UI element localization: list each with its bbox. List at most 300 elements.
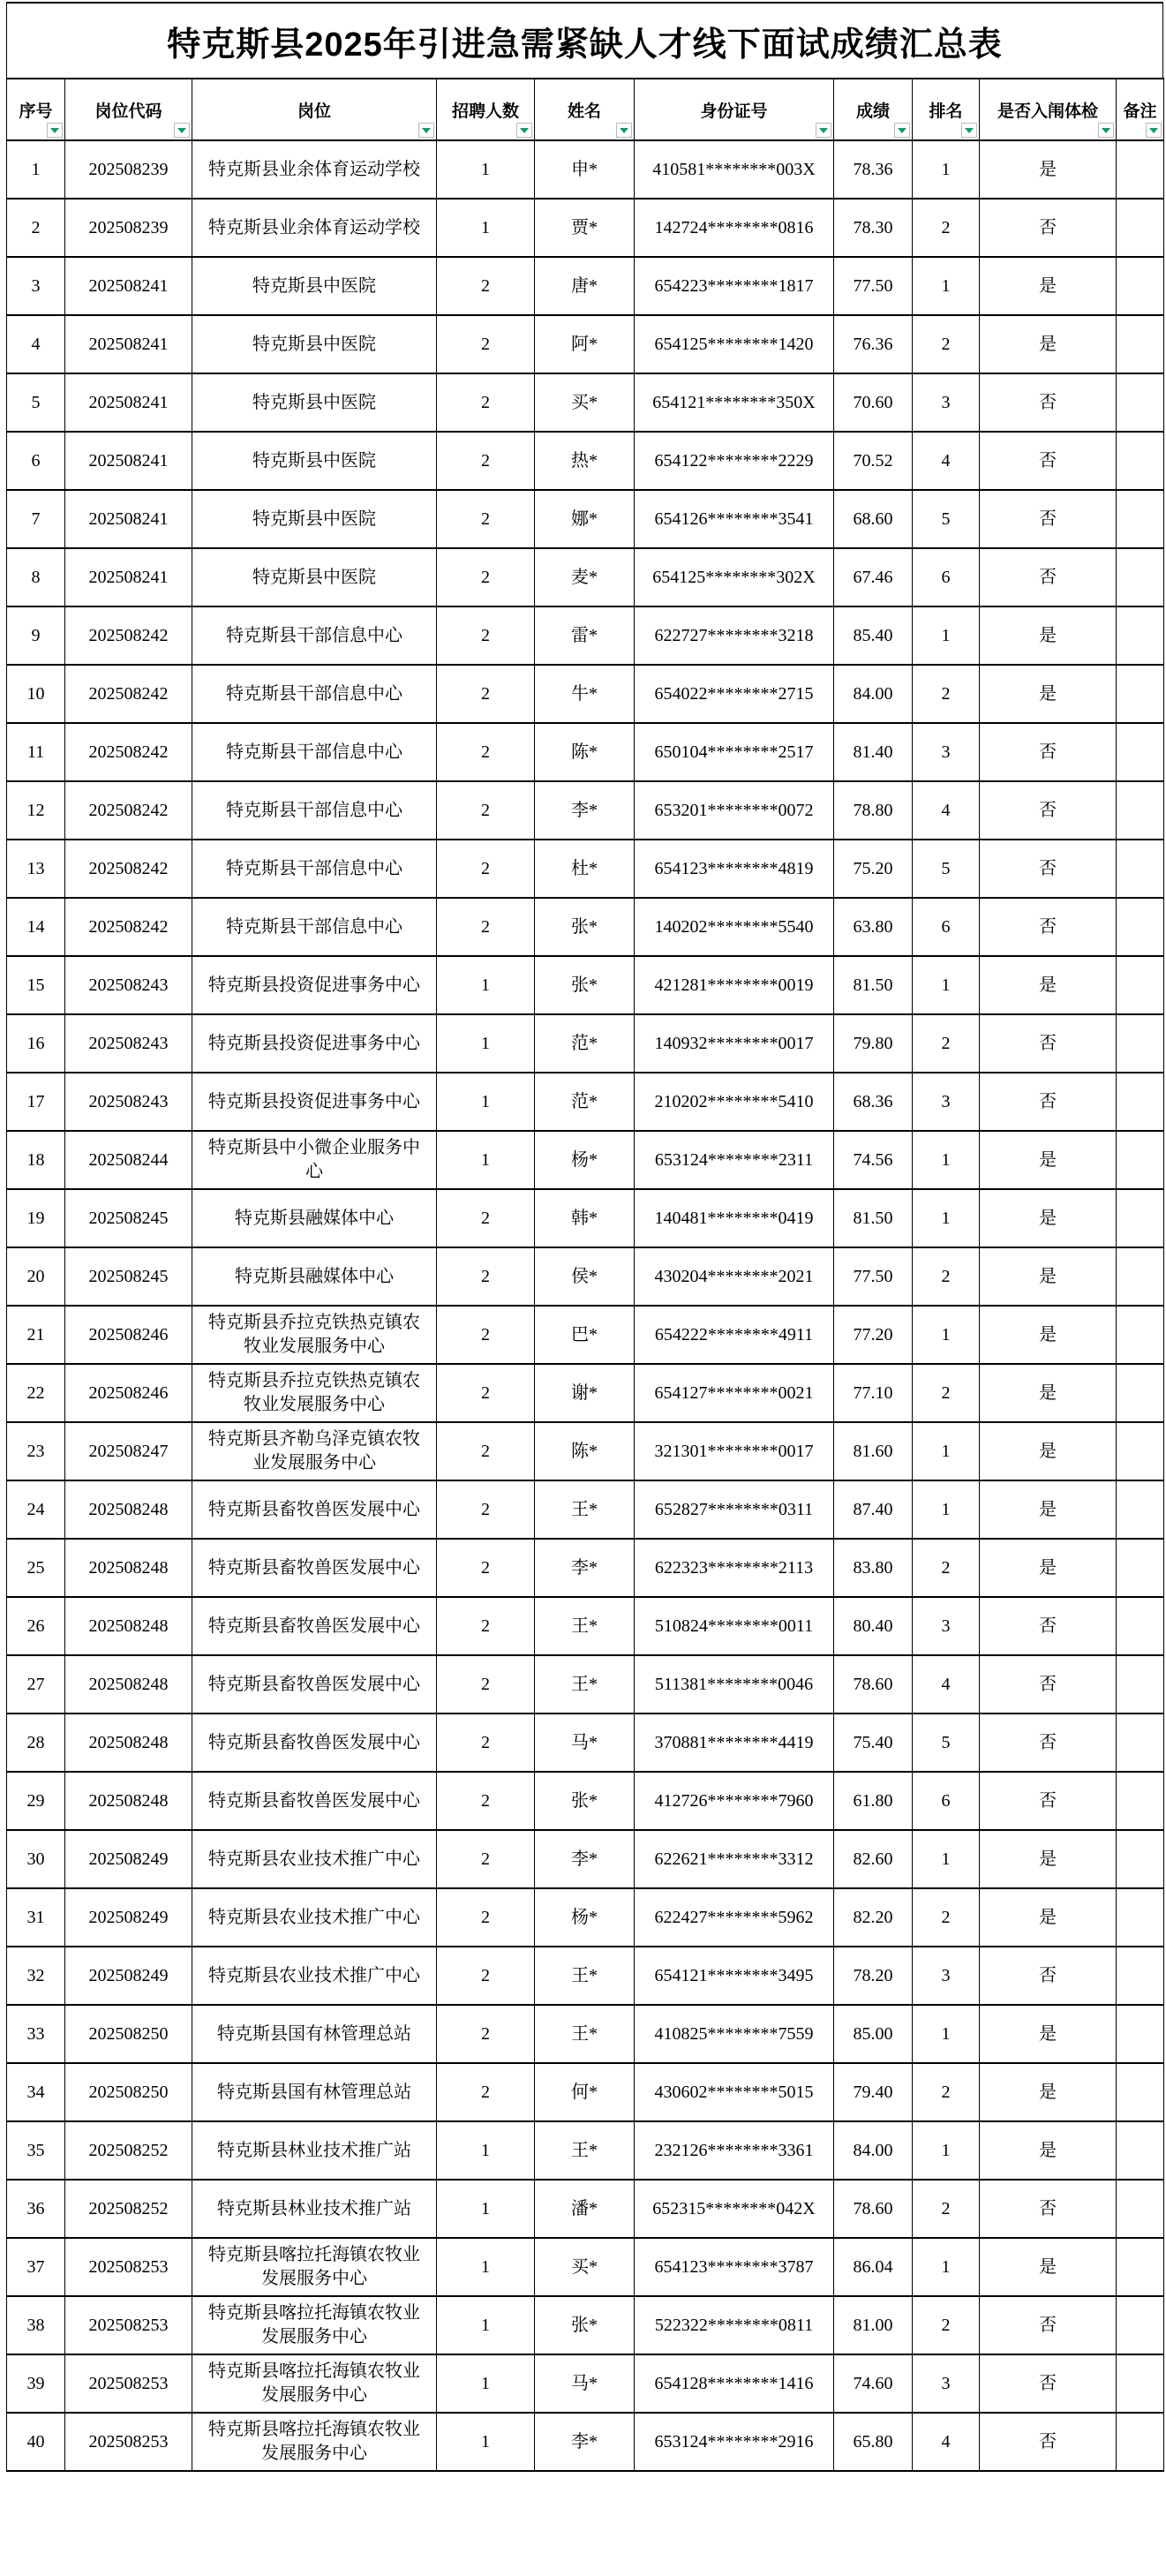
cell-remark (1117, 898, 1164, 956)
table-row (7, 1422, 1164, 1480)
cell-remark (1117, 199, 1164, 257)
cell-rank: 1 (913, 1306, 980, 1364)
cell-position: 特克斯县业余体育运动学校 (192, 140, 437, 199)
cell-index: 16 (7, 1014, 65, 1073)
table-row (7, 840, 1164, 898)
column-header-recruit-count (437, 79, 535, 140)
table-row (7, 1947, 1164, 2005)
triangle-down-icon (965, 128, 974, 133)
cell-remark (1117, 1830, 1164, 1888)
cell-rank: 4 (913, 432, 980, 490)
cell-position: 特克斯县喀拉托海镇农牧业发展服务中心 (192, 2413, 437, 2471)
cell-recruit-count: 1 (437, 1073, 535, 1131)
cell-rank: 2 (913, 1247, 980, 1306)
cell-index: 21 (7, 1306, 65, 1364)
cell-index: 33 (7, 2005, 65, 2063)
cell-name: 唐* (535, 257, 635, 315)
cell-name: 雷* (535, 606, 635, 665)
cell-id-number: 140932********0017 (635, 1014, 834, 1073)
cell-position-code: 202508239 (65, 199, 192, 257)
cell-name: 谢* (535, 1364, 635, 1422)
cell-position: 特克斯县中医院 (192, 257, 437, 315)
cell-id-number: 654121********350X (635, 373, 834, 432)
cell-rank: 3 (913, 2354, 980, 2413)
table-row (7, 2296, 1164, 2354)
cell-index: 39 (7, 2354, 65, 2413)
cell-id-number: 653124********2311 (635, 1131, 834, 1189)
table-row (7, 199, 1164, 257)
cell-recruit-count: 1 (437, 956, 535, 1014)
cell-position: 特克斯县中小微企业服务中心 (192, 1131, 437, 1189)
cell-name: 王* (535, 2005, 635, 2063)
cell-recruit-count: 2 (437, 1772, 535, 1830)
filter-dropdown-icon[interactable] (1146, 123, 1162, 138)
cell-medical-check: 否 (980, 898, 1117, 956)
cell-id-number: 654125********1420 (635, 315, 834, 373)
table-row (7, 898, 1164, 956)
column-header-name (535, 79, 635, 140)
cell-medical-check: 是 (980, 1830, 1117, 1888)
table-row (7, 2354, 1164, 2413)
cell-score: 77.50 (834, 257, 913, 315)
cell-position-code: 202508250 (65, 2063, 192, 2121)
cell-id-number: 654122********2229 (635, 432, 834, 490)
cell-position: 特克斯县投资促进事务中心 (192, 1073, 437, 1131)
filter-dropdown-icon[interactable] (816, 123, 831, 138)
cell-score: 77.50 (834, 1247, 913, 1306)
cell-score: 78.20 (834, 1947, 913, 2005)
cell-name: 杜* (535, 840, 635, 898)
cell-recruit-count: 2 (437, 432, 535, 490)
cell-score: 82.20 (834, 1888, 913, 1947)
cell-id-number: 654125********302X (635, 548, 834, 606)
table-row (7, 1888, 1164, 1947)
table-row (7, 2005, 1164, 2063)
cell-position-code: 202508241 (65, 432, 192, 490)
cell-medical-check: 是 (980, 315, 1117, 373)
cell-rank: 1 (913, 257, 980, 315)
cell-remark (1117, 723, 1164, 781)
cell-id-number: 140202********5540 (635, 898, 834, 956)
filter-dropdown-icon[interactable] (516, 123, 532, 138)
cell-position: 特克斯县融媒体中心 (192, 1189, 437, 1247)
filter-dropdown-icon[interactable] (616, 123, 632, 138)
cell-remark (1117, 665, 1164, 723)
cell-position-code: 202508250 (65, 2005, 192, 2063)
cell-position-code: 202508253 (65, 2296, 192, 2354)
cell-recruit-count: 2 (437, 898, 535, 956)
table-row (7, 1073, 1164, 1131)
cell-position: 特克斯县国有林管理总站 (192, 2063, 437, 2121)
cell-position: 特克斯县林业技术推广站 (192, 2121, 437, 2180)
cell-name: 马* (535, 2354, 635, 2413)
column-header-remark (1117, 79, 1164, 140)
cell-remark (1117, 2354, 1164, 2413)
cell-id-number: 654123********3787 (635, 2238, 834, 2296)
column-header-position-code (65, 79, 192, 140)
cell-position: 特克斯县中医院 (192, 315, 437, 373)
cell-rank: 2 (913, 1888, 980, 1947)
cell-medical-check: 是 (980, 1539, 1117, 1597)
cell-medical-check: 是 (980, 2238, 1117, 2296)
cell-name: 申* (535, 140, 635, 199)
cell-medical-check: 否 (980, 2180, 1117, 2238)
cell-position: 特克斯县畜牧兽医发展中心 (192, 1772, 437, 1830)
cell-name: 范* (535, 1073, 635, 1131)
cell-recruit-count: 1 (437, 2354, 535, 2413)
cell-position-code: 202508245 (65, 1189, 192, 1247)
cell-index: 29 (7, 1772, 65, 1830)
cell-position-code: 202508245 (65, 1247, 192, 1306)
cell-remark (1117, 1422, 1164, 1480)
cell-remark (1117, 1014, 1164, 1073)
cell-remark (1117, 140, 1164, 199)
cell-recruit-count: 2 (437, 1655, 535, 1714)
cell-score: 78.30 (834, 199, 913, 257)
cell-index: 11 (7, 723, 65, 781)
cell-name: 王* (535, 1655, 635, 1714)
cell-remark (1117, 606, 1164, 665)
cell-medical-check: 是 (980, 1888, 1117, 1947)
cell-index: 3 (7, 257, 65, 315)
triangle-down-icon (1149, 128, 1158, 133)
cell-medical-check: 否 (980, 1655, 1117, 1714)
triangle-down-icon (422, 128, 431, 133)
column-header-label: 招聘人数 (451, 102, 519, 121)
cell-recruit-count: 2 (437, 548, 535, 606)
cell-score: 68.60 (834, 490, 913, 548)
cell-name: 陈* (535, 723, 635, 781)
cell-score: 74.60 (834, 2354, 913, 2413)
column-header-index (7, 79, 65, 140)
cell-position: 特克斯县干部信息中心 (192, 606, 437, 665)
cell-medical-check: 否 (980, 1947, 1117, 2005)
cell-rank: 1 (913, 2121, 980, 2180)
cell-name: 张* (535, 2296, 635, 2354)
cell-position: 特克斯县干部信息中心 (192, 898, 437, 956)
cell-index: 30 (7, 1830, 65, 1888)
cell-remark (1117, 1714, 1164, 1772)
cell-name: 张* (535, 898, 635, 956)
column-header-rank (913, 79, 980, 140)
cell-id-number: 622727********3218 (635, 606, 834, 665)
table-row (7, 1714, 1164, 1772)
cell-medical-check: 是 (980, 1480, 1117, 1539)
cell-position: 特克斯县干部信息中心 (192, 840, 437, 898)
cell-score: 78.60 (834, 1655, 913, 1714)
table-row (7, 1480, 1164, 1539)
page-title: 特克斯县2025年引进急需紧缺人才线下面试成绩汇总表 (6, 2, 1163, 78)
cell-recruit-count: 1 (437, 2121, 535, 2180)
cell-position-code: 202508249 (65, 1888, 192, 1947)
cell-medical-check: 是 (980, 2005, 1117, 2063)
cell-medical-check: 是 (980, 140, 1117, 199)
table-row (7, 723, 1164, 781)
cell-id-number: 232126********3361 (635, 2121, 834, 2180)
header-row (7, 79, 1164, 140)
table-row (7, 1014, 1164, 1073)
column-header-label: 姓名 (567, 102, 601, 121)
cell-remark (1117, 2063, 1164, 2121)
cell-rank: 2 (913, 2180, 980, 2238)
cell-recruit-count: 2 (437, 1714, 535, 1772)
cell-index: 8 (7, 548, 65, 606)
cell-remark (1117, 1480, 1164, 1539)
cell-index: 17 (7, 1073, 65, 1131)
cell-medical-check: 是 (980, 606, 1117, 665)
cell-position-code: 202508248 (65, 1480, 192, 1539)
cell-recruit-count: 1 (437, 1131, 535, 1189)
cell-score: 80.40 (834, 1597, 913, 1655)
cell-position: 特克斯县业余体育运动学校 (192, 199, 437, 257)
cell-remark (1117, 840, 1164, 898)
cell-rank: 3 (913, 723, 980, 781)
cell-position: 特克斯县喀拉托海镇农牧业发展服务中心 (192, 2238, 437, 2296)
cell-position-code: 202508246 (65, 1364, 192, 1422)
cell-id-number: 652315********042X (635, 2180, 834, 2238)
cell-index: 32 (7, 1947, 65, 2005)
cell-score: 61.80 (834, 1772, 913, 1830)
table-row (7, 1830, 1164, 1888)
triangle-down-icon (177, 128, 186, 133)
cell-score: 81.00 (834, 2296, 913, 2354)
cell-position: 特克斯县畜牧兽医发展中心 (192, 1480, 437, 1539)
cell-rank: 2 (913, 315, 980, 373)
cell-position-code: 202508244 (65, 1131, 192, 1189)
cell-id-number: 412726********7960 (635, 1772, 834, 1830)
filter-dropdown-icon[interactable] (1098, 123, 1114, 138)
cell-remark (1117, 2296, 1164, 2354)
cell-remark (1117, 1597, 1164, 1655)
cell-score: 78.60 (834, 2180, 913, 2238)
cell-rank: 1 (913, 1422, 980, 1480)
cell-id-number: 653124********2916 (635, 2413, 834, 2471)
cell-remark (1117, 2121, 1164, 2180)
cell-position-code: 202508248 (65, 1655, 192, 1714)
cell-recruit-count: 2 (437, 315, 535, 373)
cell-id-number: 654223********1817 (635, 257, 834, 315)
cell-name: 张* (535, 956, 635, 1014)
cell-position: 特克斯县齐勒乌泽克镇农牧业发展服务中心 (192, 1422, 437, 1480)
cell-medical-check: 否 (980, 490, 1117, 548)
cell-recruit-count: 2 (437, 2005, 535, 2063)
cell-name: 娜* (535, 490, 635, 548)
cell-rank: 1 (913, 1830, 980, 1888)
cell-name: 买* (535, 2238, 635, 2296)
cell-position-code: 202508253 (65, 2413, 192, 2471)
cell-remark (1117, 490, 1164, 548)
cell-position-code: 202508248 (65, 1539, 192, 1597)
cell-index: 20 (7, 1247, 65, 1306)
cell-id-number: 654123********4819 (635, 840, 834, 898)
cell-name: 巴* (535, 1306, 635, 1364)
cell-name: 王* (535, 1597, 635, 1655)
cell-remark (1117, 1539, 1164, 1597)
cell-remark (1117, 2005, 1164, 2063)
table-row (7, 315, 1164, 373)
cell-rank: 1 (913, 2238, 980, 2296)
cell-recruit-count: 2 (437, 1597, 535, 1655)
cell-recruit-count: 2 (437, 373, 535, 432)
cell-position-code: 202508242 (65, 606, 192, 665)
cell-position: 特克斯县农业技术推广中心 (192, 1888, 437, 1947)
cell-remark (1117, 2413, 1164, 2471)
cell-position-code: 202508253 (65, 2354, 192, 2413)
cell-rank: 1 (913, 1480, 980, 1539)
cell-medical-check: 是 (980, 665, 1117, 723)
cell-position-code: 202508249 (65, 1830, 192, 1888)
cell-id-number: 511381********0046 (635, 1655, 834, 1714)
cell-position: 特克斯县中医院 (192, 373, 437, 432)
cell-id-number: 622427********5962 (635, 1888, 834, 1947)
cell-recruit-count: 2 (437, 1947, 535, 2005)
cell-medical-check: 是 (980, 1422, 1117, 1480)
cell-index: 10 (7, 665, 65, 723)
cell-rank: 1 (913, 1131, 980, 1189)
cell-index: 28 (7, 1714, 65, 1772)
cell-recruit-count: 1 (437, 199, 535, 257)
cell-remark (1117, 1364, 1164, 1422)
cell-medical-check: 否 (980, 199, 1117, 257)
cell-remark (1117, 1772, 1164, 1830)
cell-index: 15 (7, 956, 65, 1014)
filter-dropdown-icon[interactable] (47, 123, 63, 138)
cell-medical-check: 否 (980, 1597, 1117, 1655)
cell-recruit-count: 2 (437, 1306, 535, 1364)
cell-medical-check: 否 (980, 548, 1117, 606)
cell-score: 67.46 (834, 548, 913, 606)
cell-position: 特克斯县融媒体中心 (192, 1247, 437, 1306)
cell-score: 77.10 (834, 1364, 913, 1422)
cell-score: 81.50 (834, 956, 913, 1014)
cell-recruit-count: 1 (437, 2296, 535, 2354)
cell-index: 23 (7, 1422, 65, 1480)
cell-recruit-count: 2 (437, 665, 535, 723)
cell-recruit-count: 2 (437, 1830, 535, 1888)
column-header-label: 备注 (1123, 102, 1157, 121)
cell-id-number: 430602********5015 (635, 2063, 834, 2121)
filter-dropdown-icon[interactable] (418, 123, 434, 138)
cell-id-number: 650104********2517 (635, 723, 834, 781)
cell-position: 特克斯县中医院 (192, 548, 437, 606)
cell-medical-check: 否 (980, 1073, 1117, 1131)
cell-medical-check: 否 (980, 1714, 1117, 1772)
cell-name: 杨* (535, 1888, 635, 1947)
cell-position: 特克斯县喀拉托海镇农牧业发展服务中心 (192, 2296, 437, 2354)
cell-id-number: 210202********5410 (635, 1073, 834, 1131)
cell-position-code: 202508242 (65, 898, 192, 956)
cell-position-code: 202508241 (65, 490, 192, 548)
cell-position: 特克斯县国有林管理总站 (192, 2005, 437, 2063)
cell-recruit-count: 1 (437, 1014, 535, 1073)
cell-rank: 3 (913, 1597, 980, 1655)
cell-position-code: 202508242 (65, 840, 192, 898)
cell-name: 李* (535, 2413, 635, 2471)
cell-name: 何* (535, 2063, 635, 2121)
cell-name: 范* (535, 1014, 635, 1073)
table-row (7, 2180, 1164, 2238)
cell-medical-check: 是 (980, 956, 1117, 1014)
cell-id-number: 622621********3312 (635, 1830, 834, 1888)
triangle-down-icon (898, 128, 906, 133)
triangle-down-icon (50, 128, 59, 133)
cell-index: 27 (7, 1655, 65, 1714)
table-row (7, 2238, 1164, 2296)
cell-id-number: 654126********3541 (635, 490, 834, 548)
cell-name: 侯* (535, 1247, 635, 1306)
cell-position: 特克斯县畜牧兽医发展中心 (192, 1714, 437, 1772)
cell-name: 韩* (535, 1189, 635, 1247)
cell-medical-check: 否 (980, 2296, 1117, 2354)
column-header-label: 身份证号 (700, 102, 768, 121)
filter-dropdown-icon[interactable] (174, 123, 190, 138)
cell-position: 特克斯县乔拉克铁热克镇农牧业发展服务中心 (192, 1306, 437, 1364)
cell-rank: 4 (913, 1655, 980, 1714)
cell-rank: 6 (913, 548, 980, 606)
table-row (7, 665, 1164, 723)
cell-remark (1117, 1073, 1164, 1131)
cell-position-code: 202508243 (65, 956, 192, 1014)
cell-score: 81.40 (834, 723, 913, 781)
cell-score: 75.40 (834, 1714, 913, 1772)
cell-position: 特克斯县畜牧兽医发展中心 (192, 1655, 437, 1714)
cell-medical-check: 否 (980, 1772, 1117, 1830)
cell-score: 77.20 (834, 1306, 913, 1364)
table-row (7, 1772, 1164, 1830)
cell-id-number: 622323********2113 (635, 1539, 834, 1597)
cell-recruit-count: 1 (437, 2180, 535, 2238)
cell-remark (1117, 1131, 1164, 1189)
cell-index: 25 (7, 1539, 65, 1597)
cell-position-code: 202508241 (65, 548, 192, 606)
cell-rank: 2 (913, 2296, 980, 2354)
cell-medical-check: 否 (980, 2413, 1117, 2471)
triangle-down-icon (620, 128, 628, 133)
cell-index: 38 (7, 2296, 65, 2354)
column-header-label: 岗位代码 (94, 102, 162, 121)
table-row (7, 781, 1164, 840)
filter-dropdown-icon[interactable] (894, 123, 910, 138)
cell-name: 潘* (535, 2180, 635, 2238)
cell-position-code: 202508252 (65, 2180, 192, 2238)
cell-recruit-count: 2 (437, 257, 535, 315)
cell-score: 74.56 (834, 1131, 913, 1189)
filter-dropdown-icon[interactable] (961, 123, 977, 138)
cell-name: 马* (535, 1714, 635, 1772)
cell-position: 特克斯县乔拉克铁热克镇农牧业发展服务中心 (192, 1364, 437, 1422)
cell-id-number: 522322********0811 (635, 2296, 834, 2354)
cell-score: 76.36 (834, 315, 913, 373)
cell-position-code: 202508242 (65, 781, 192, 840)
table-row (7, 1131, 1164, 1189)
cell-name: 李* (535, 781, 635, 840)
cell-medical-check: 是 (980, 257, 1117, 315)
cell-medical-check: 否 (980, 432, 1117, 490)
cell-position: 特克斯县农业技术推广中心 (192, 1830, 437, 1888)
cell-score: 65.80 (834, 2413, 913, 2471)
cell-position-code: 202508248 (65, 1714, 192, 1772)
cell-index: 4 (7, 315, 65, 373)
cell-medical-check: 否 (980, 840, 1117, 898)
cell-rank: 1 (913, 606, 980, 665)
table-row (7, 606, 1164, 665)
cell-recruit-count: 2 (437, 1247, 535, 1306)
table-row (7, 1189, 1164, 1247)
cell-recruit-count: 2 (437, 1539, 535, 1597)
cell-index: 31 (7, 1888, 65, 1947)
cell-recruit-count: 2 (437, 2063, 535, 2121)
cell-score: 81.50 (834, 1189, 913, 1247)
